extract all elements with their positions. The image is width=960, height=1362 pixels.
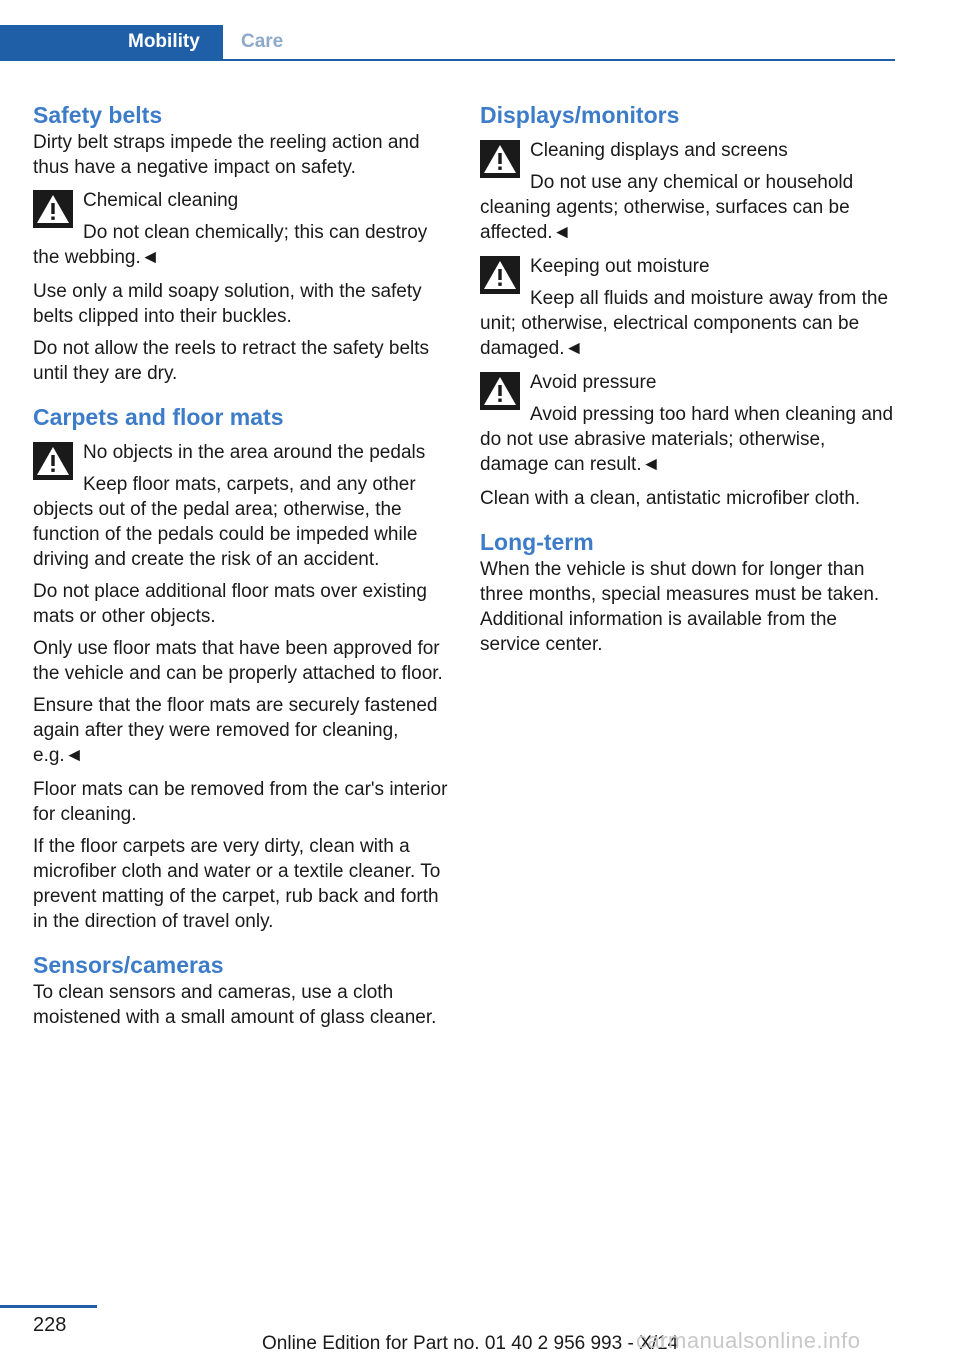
warning-icon xyxy=(480,256,520,294)
paragraph: When the vehicle is shut down for longer than three months, special measures must be taken. Additional information is available from the service center. xyxy=(480,559,880,655)
section-sensors xyxy=(33,950,449,1030)
warning-body: Do not clean chemically; this can destroy the webbing.◄ xyxy=(33,222,428,268)
paragraph: To clean sensors and cameras, use a cloth moistened with a small amount of glass cleaner. xyxy=(33,982,437,1028)
warning-body: Keep all fluids and moisture away from the unit; otherwise, electrical components can be damaged.◄ xyxy=(480,288,889,359)
paragraph: If the floor carpets are very dirty, clean with a microfiber cloth and water or a textile cleaner. To prevent matting of the carpet, rub back and forth in the direction of travel only. xyxy=(33,836,441,932)
warning-icon xyxy=(33,190,73,228)
section-carpets xyxy=(33,402,449,934)
section-displays xyxy=(480,100,896,511)
warning-block xyxy=(480,254,896,361)
warning-block xyxy=(480,138,896,245)
warning-title: Avoid pressure xyxy=(530,372,657,393)
page-number: 228 xyxy=(33,1314,67,1336)
warning-icon xyxy=(480,140,520,178)
tab-mobility[interactable] xyxy=(0,25,223,59)
warning-icon xyxy=(33,442,73,480)
warning-block xyxy=(480,370,896,477)
paragraph: Use only a mild soapy solution, with the safety belts clipped into their buckles. xyxy=(33,281,422,327)
warning-block xyxy=(33,188,449,270)
tab-mobility-label: Mobility xyxy=(128,31,200,52)
edition-text: Online Edition for Part no. 01 40 2 956 993 - X/14 xyxy=(262,1333,679,1354)
watermark[interactable]: carmanualsonline.info xyxy=(636,1328,861,1353)
tab-underline xyxy=(0,59,895,61)
warning-title: Chemical cleaning xyxy=(83,190,239,211)
warning-body: Avoid pressing too hard when cleaning and do not use abrasive materials; otherwise, damage can result.◄ xyxy=(480,404,894,475)
paragraph: Dirty belt straps impede the reeling action and thus have a negative impact on safety. xyxy=(33,132,420,178)
warning-title: Cleaning displays and screens xyxy=(530,140,788,161)
section-long-term xyxy=(480,527,896,657)
chapter-tabs xyxy=(0,25,895,62)
right-column xyxy=(480,100,896,673)
warning-paragraph: Ensure that the floor mats are securely fastened again after they were removed for cleaning, e.g.◄ xyxy=(33,695,438,766)
section-title: Carpets and floor mats xyxy=(33,404,284,430)
warning-title: Keeping out moisture xyxy=(530,256,710,277)
tab-care[interactable] xyxy=(223,25,303,59)
warning-icon xyxy=(480,372,520,410)
section-title: Displays/monitors xyxy=(480,102,680,128)
paragraph: Clean with a clean, antistatic microfiber cloth. xyxy=(480,488,861,509)
warning-paragraph: Do not place additional floor mats over existing mats or other objects. xyxy=(33,581,427,627)
warning-body: Do not use any chemical or household cleaning agents; otherwise, surfaces can be affected.◄ xyxy=(480,172,854,243)
paragraph: Floor mats can be removed from the car's interior for cleaning. xyxy=(33,779,448,825)
section-safety-belts xyxy=(33,100,449,386)
footer-rule xyxy=(0,1305,97,1308)
section-title: Long-term xyxy=(480,529,594,555)
left-column xyxy=(33,100,449,1046)
warning-paragraph: Only use floor mats that have been approved for the vehicle and can be properly attached to floor. xyxy=(33,638,443,684)
warning-block xyxy=(33,440,449,768)
section-title: Sensors/cameras xyxy=(33,952,224,978)
tab-care-label: Care xyxy=(241,31,284,52)
warning-title: No objects in the area around the pedals xyxy=(83,442,426,463)
paragraph: Do not allow the reels to retract the safety belts until they are dry. xyxy=(33,338,430,384)
warning-body: Keep floor mats, carpets, and any other objects out of the pedal area; otherwise, the function of the pedals could be impeded while driving and create the risk of an accident. xyxy=(33,474,418,570)
section-title: Safety belts xyxy=(33,102,163,128)
